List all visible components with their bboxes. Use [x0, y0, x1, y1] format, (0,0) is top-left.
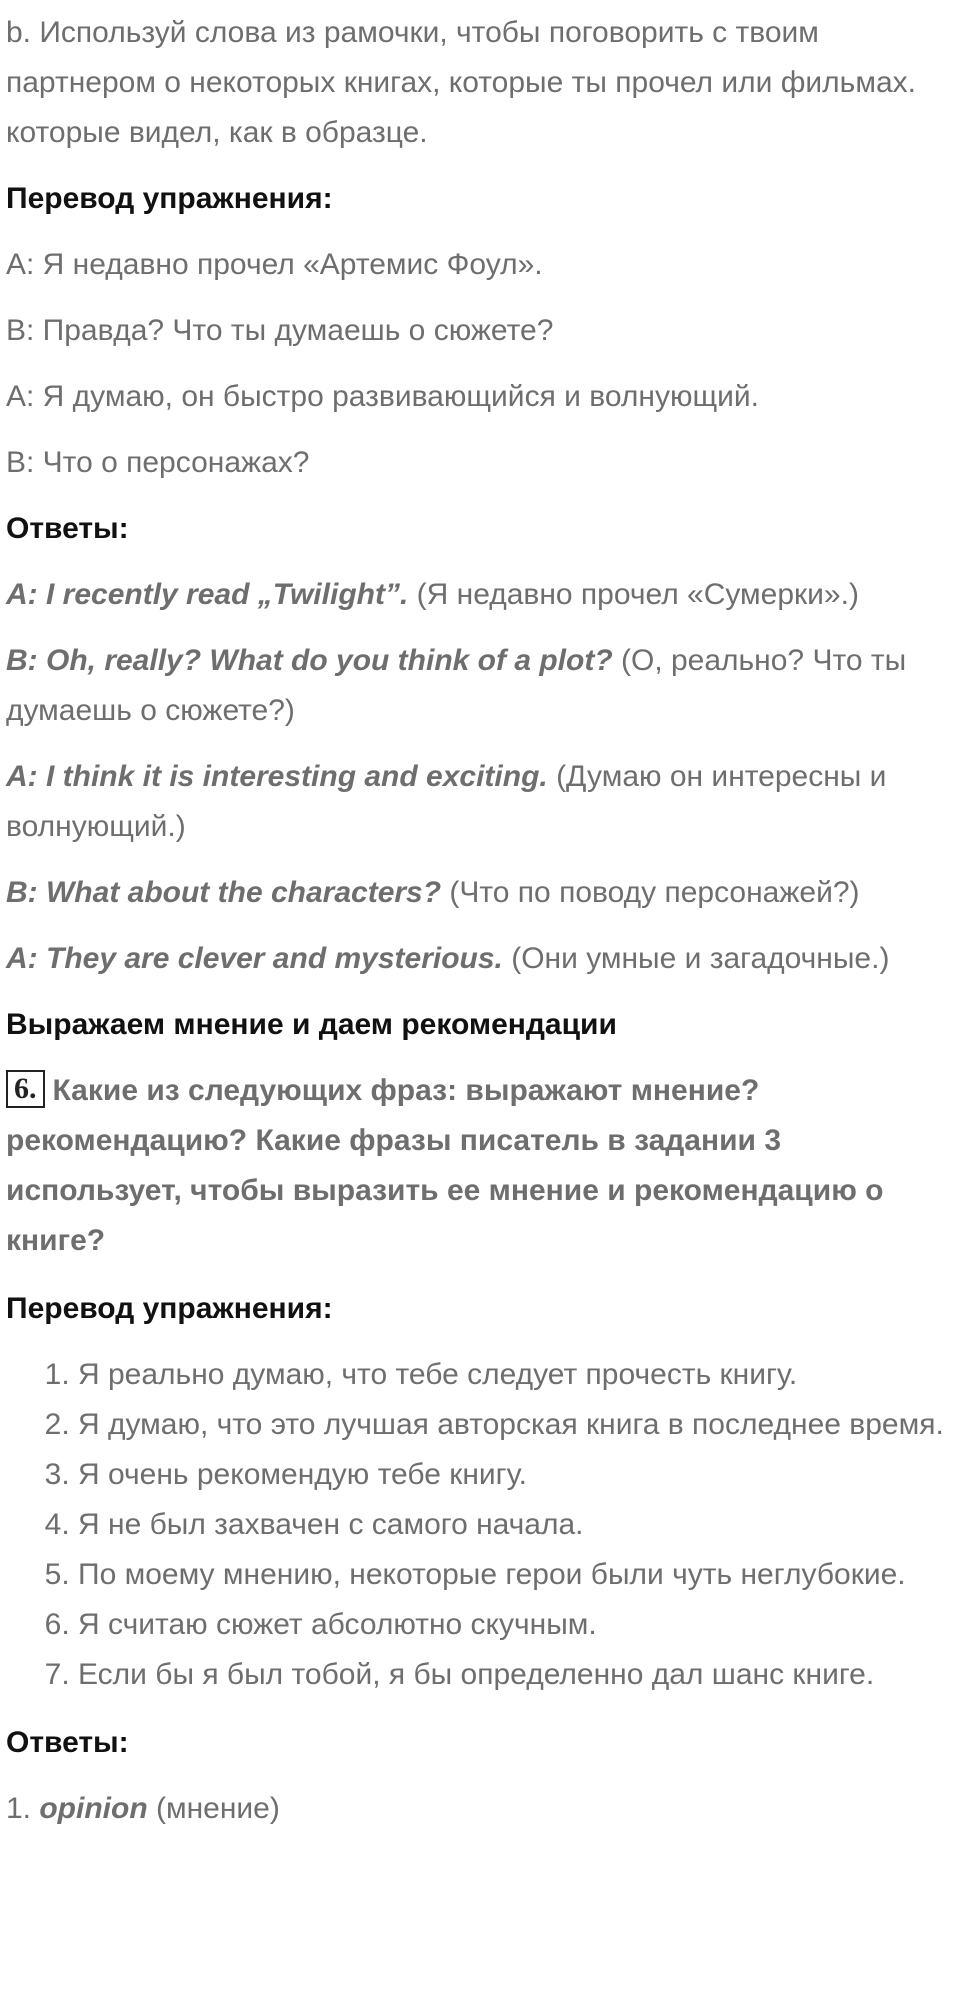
list-item: 1. Я реально думаю, что тебе следует прочесть книгу.	[78, 1350, 954, 1400]
answer-english: opinion	[39, 1792, 148, 1825]
answer-line	[6, 636, 954, 736]
translation-heading: Перевод упражнения:	[6, 1292, 333, 1325]
answer-english: A: I recently read „Twilight”.	[6, 578, 409, 611]
answer-russian: (Думаю он интересны и волнующий.)	[6, 760, 887, 843]
task-text: Какие из следующих фраз: выражают мнение? рекомендацию? Какие фразы писатель в задании 3 использует, чтобы выразить ее мнение и рекомендацию о книге?	[6, 1074, 884, 1257]
answer-english: A: I think it is interesting and exciting.	[6, 760, 548, 793]
translation-heading: Перевод упражнения:	[6, 182, 333, 215]
answer-line	[6, 570, 954, 620]
list-item: 2. Я думаю, что это лучшая авторская книга в последнее время.	[78, 1400, 954, 1450]
answer-line	[6, 868, 954, 918]
answer-english: B: What about the characters?	[6, 876, 442, 909]
answers-heading: Ответы:	[6, 1726, 129, 1759]
answer-line	[6, 1784, 954, 1834]
translation-line: A: Я недавно прочел «Артемис Фоул».	[6, 248, 543, 281]
answer-russian: (Я недавно прочел «Сумерки».)	[408, 578, 859, 611]
answer-number: 1.	[6, 1792, 40, 1825]
answer-russian: (Что по поводу персонажей?)	[441, 876, 860, 909]
answer-line	[6, 752, 954, 852]
answer-russian: (О, реально? Что ты думаешь о сюжете?)	[6, 644, 907, 727]
translation-line: B: Что о персонажах?	[6, 446, 310, 479]
section-title: Выражаем мнение и даем рекомендации	[6, 1008, 617, 1041]
phrase-list	[6, 1350, 954, 1700]
answer-russian: (Они умные и загадочные.)	[502, 942, 890, 975]
answer-line	[6, 934, 954, 984]
task-6	[6, 1066, 954, 1266]
list-item: 4. Я не был захвачен с самого начала.	[78, 1500, 954, 1550]
answer-english: B: Oh, really? What do you think of a plot?	[6, 644, 613, 677]
intro-paragraph: b. Используй слова из рамочки, чтобы поговорить с твоим партнером о некоторых книгах, которые ты прочел или фильмах. которые видел, как в образце.	[6, 16, 916, 149]
list-item: 3. Я очень рекомендую тебе книгу.	[78, 1450, 954, 1500]
translation-line: A: Я думаю, он быстро развивающийся и волнующий.	[6, 380, 759, 413]
answers-heading: Ответы:	[6, 512, 129, 545]
answer-russian: (мнение)	[147, 1792, 280, 1825]
list-item: 7. Если бы я был тобой, я бы определенно дал шанс книге.	[78, 1650, 954, 1700]
answer-english: A: They are clever and mysterious.	[6, 942, 503, 975]
translation-line: B: Правда? Что ты думаешь о сюжете?	[6, 314, 554, 347]
list-item: 5. По моему мнению, некоторые герои были чуть неглубокие.	[78, 1550, 954, 1600]
list-item: 6. Я считаю сюжет абсолютно скучным.	[78, 1600, 954, 1650]
task-number-box: 6.	[6, 1070, 45, 1108]
